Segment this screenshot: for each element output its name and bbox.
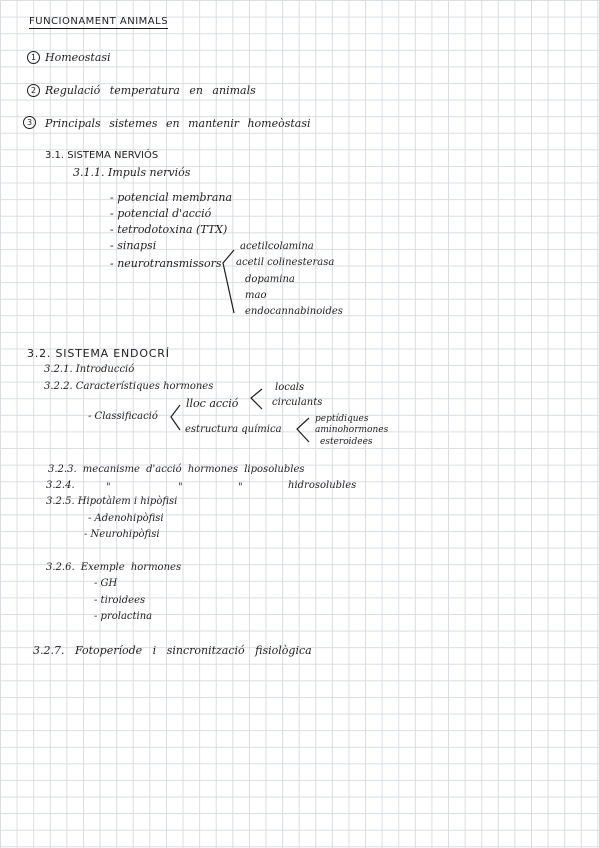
section-heading: 3.2. SISTEMA ENDOCRÍ [27, 347, 170, 360]
list-item: Homeostasi [45, 51, 111, 64]
subsection-heading: 3.2.5. Hipotàlem i hipòfisi [46, 496, 178, 507]
subsection-heading: 3.2.6. Exemple hormones [46, 562, 182, 573]
list-item: esteroidees [320, 437, 373, 447]
list-item: - Neurohipòfisi [84, 529, 160, 540]
list-item: - potencial membrana [110, 191, 233, 204]
list-item: endocannabinoides [245, 306, 343, 317]
classification-label: - Classificació [88, 411, 158, 422]
brace-icon [294, 416, 312, 446]
subsection-heading: 3.2.1. Introducció [44, 364, 135, 375]
subsection-heading: 3.1.1. Impuls nerviós [73, 166, 191, 179]
list-item: - GH [94, 578, 118, 589]
list-item: peptídiques [315, 414, 369, 424]
list-item: hidrosolubles [288, 480, 357, 491]
list-item: aminohormones [315, 425, 389, 435]
subsection-heading: 3.2.2. Característiques hormones [44, 381, 214, 392]
ditto-mark: " [178, 482, 183, 493]
item-number-badge: 1 [27, 51, 40, 64]
section-heading: 3.1. SISTEMA NERVIÓS [45, 150, 159, 161]
subsection-heading: 3.2.7. Fotoperíode i sincronització fisiològica [33, 644, 312, 657]
subsection-heading: 3.2.3. mecanisme d'acció hormones liposolubles [48, 464, 305, 475]
list-item: Principals sistemes en mantenir homeòstasi [45, 117, 311, 130]
ditto-mark: " [238, 482, 243, 493]
list-item: - tiroidees [94, 595, 146, 606]
item-number-badge: 3 [23, 116, 36, 129]
list-item: estructura química [185, 424, 282, 435]
subsection-heading: 3.2.4. [46, 480, 75, 491]
list-item: circulants [272, 397, 323, 408]
ditto-mark: " [106, 482, 111, 493]
list-item: - neurotransmissors [110, 257, 222, 270]
list-item: mao [245, 290, 267, 301]
list-item: lloc acció [186, 397, 239, 410]
list-item: - prolactina [94, 611, 153, 622]
page-title: FUNCIONAMENT ANIMALS [29, 16, 169, 27]
list-item: - sinapsi [110, 239, 157, 252]
list-item: acetil colinesterasa [236, 257, 335, 268]
list-item: - potencial d'acció [110, 207, 212, 220]
list-item: - tetrodotoxina (TTX) [110, 223, 228, 236]
item-number-badge: 2 [27, 84, 40, 97]
brace-icon [248, 387, 266, 413]
list-item: acetilcolamina [240, 241, 314, 252]
list-item: - Adenohipòfisi [88, 513, 164, 524]
list-item: Regulació temperatura en animals [45, 84, 256, 97]
list-item: locals [275, 382, 305, 393]
brace-icon [168, 403, 186, 433]
list-item: dopamina [245, 274, 295, 285]
